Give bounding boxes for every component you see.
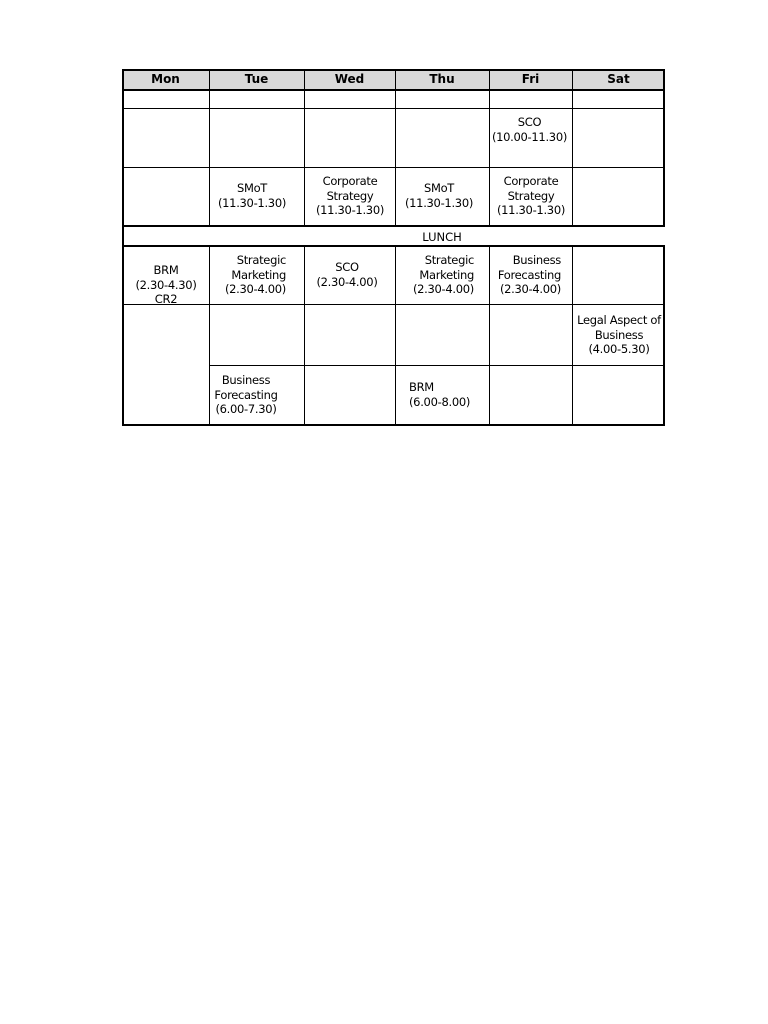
grid-line bbox=[395, 245, 396, 426]
grid-line bbox=[663, 245, 665, 426]
session-thu-strategic-marketing: Strategic Marketing (2.30-4.00) bbox=[412, 253, 474, 296]
session-tue-smot: SMoT (11.30-1.30) bbox=[217, 181, 287, 210]
grid-line bbox=[209, 69, 210, 227]
session-wed-corporate-strategy: Corporate Strategy (11.30-1.30) bbox=[315, 174, 385, 217]
grid-line bbox=[122, 108, 665, 109]
session-thu-brm: BRM (6.00-8.00) bbox=[409, 380, 471, 409]
grid-line bbox=[122, 424, 665, 426]
grid-line bbox=[122, 69, 124, 426]
session-thu-smot: SMoT (11.30-1.30) bbox=[404, 181, 474, 210]
day-header-mon: Mon bbox=[151, 72, 180, 86]
grid-line bbox=[663, 69, 665, 227]
session-fri-corporate-strategy: Corporate Strategy (11.30-1.30) bbox=[496, 174, 566, 217]
grid-line bbox=[209, 365, 665, 366]
day-header-fri: Fri bbox=[521, 72, 540, 86]
grid-line bbox=[304, 69, 305, 227]
grid-line bbox=[209, 304, 665, 305]
day-header-sat: Sat bbox=[607, 72, 630, 86]
grid-line bbox=[489, 69, 490, 227]
grid-line bbox=[122, 167, 665, 168]
grid-line bbox=[122, 69, 665, 71]
day-header-thu: Thu bbox=[429, 72, 455, 86]
session-tue-business-forecasting: Business Forecasting (6.00-7.30) bbox=[214, 373, 278, 416]
session-mon-brm: BRM (2.30-4.30) CR2 bbox=[135, 263, 197, 306]
grid-line bbox=[572, 69, 573, 227]
timetable bbox=[122, 69, 665, 426]
day-header-wed: Wed bbox=[334, 72, 365, 86]
grid-line bbox=[122, 89, 665, 91]
session-fri-sco-morning: SCO (10.00-11.30) bbox=[491, 115, 568, 144]
session-tue-strategic-marketing: Strategic Marketing (2.30-4.00) bbox=[224, 253, 286, 296]
session-fri-business-forecasting: Business Forecasting (2.30-4.00) bbox=[497, 253, 561, 296]
session-sat-legal-aspect: Legal Aspect of Business (4.00-5.30) bbox=[577, 313, 661, 356]
lunch-label: LUNCH bbox=[422, 230, 462, 244]
day-header-tue: Tue bbox=[244, 72, 269, 86]
grid-line bbox=[572, 245, 573, 426]
session-wed-sco: SCO (2.30-4.00) bbox=[316, 260, 378, 289]
grid-line bbox=[304, 245, 305, 426]
grid-line bbox=[395, 69, 396, 227]
